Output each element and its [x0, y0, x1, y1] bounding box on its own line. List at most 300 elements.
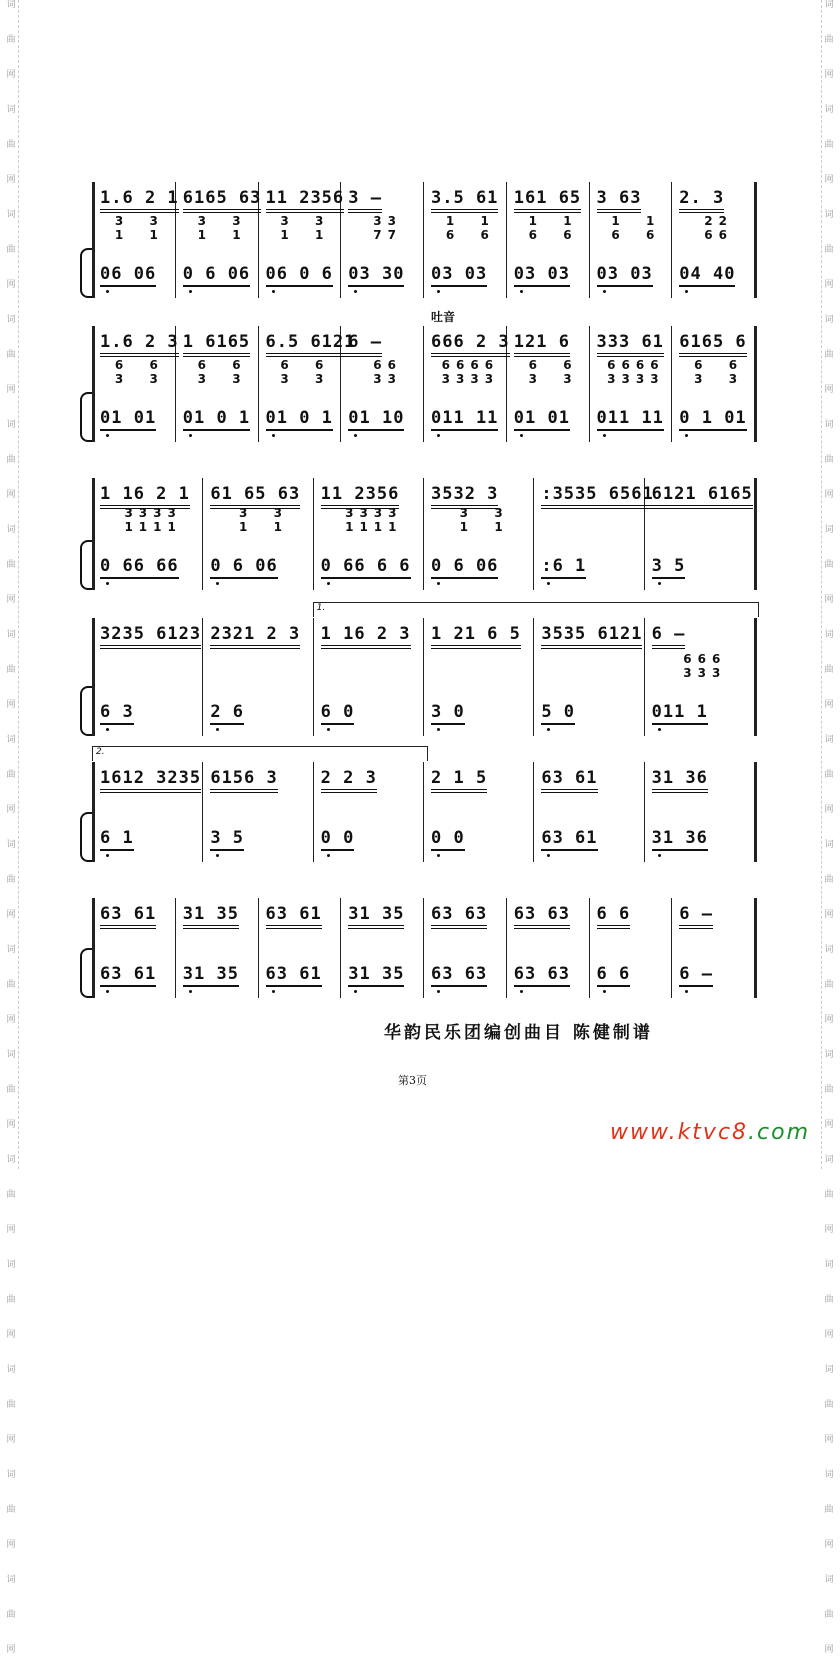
- upper-measure: 63 61: [541, 768, 597, 793]
- barline: [644, 762, 645, 862]
- octave-dot: [327, 728, 330, 731]
- lower-measure: 6 0: [321, 702, 355, 725]
- octave-dot: [685, 990, 688, 993]
- watermark-glyph: 词: [6, 315, 16, 325]
- upper-measure: 63 63: [431, 904, 487, 929]
- upper-measure: 1 6165: [183, 332, 250, 357]
- octave-dot: [437, 582, 440, 585]
- site-prefix: www.ktvc8: [610, 1120, 749, 1145]
- barline: [202, 762, 203, 862]
- lower-measure: 03 03: [597, 264, 653, 287]
- barline: [92, 326, 95, 442]
- watermark-glyph: 网: [824, 595, 834, 605]
- watermark-glyph: 词: [6, 210, 16, 220]
- octave-dot: [189, 990, 192, 993]
- chord-stack: 3 3 1 1: [459, 506, 509, 534]
- upper-measure: 2. 3: [679, 188, 724, 213]
- octave-dot: [547, 854, 550, 857]
- chord-stack: 1 1 6 6: [528, 214, 578, 242]
- right-watermark-strip: [821, 0, 836, 1655]
- lower-measure: 06 06: [100, 264, 156, 287]
- watermark-glyph: 词: [824, 1155, 834, 1165]
- watermark-glyph: 曲: [824, 875, 834, 885]
- chord-stack: 3333 1111: [345, 506, 403, 534]
- lower-measure: :6 1: [541, 556, 586, 579]
- octave-dot: [658, 582, 661, 585]
- watermark-glyph: 词: [6, 1365, 16, 1375]
- watermark-glyph: 网: [824, 1225, 834, 1235]
- watermark-glyph: 曲: [824, 980, 834, 990]
- watermark-glyph: 曲: [6, 1610, 16, 1620]
- barline: [258, 898, 259, 998]
- left-watermark-strip: [4, 0, 19, 1655]
- watermark-glyph: 词: [824, 735, 834, 745]
- watermark-glyph: 曲: [6, 560, 16, 570]
- watermark-glyph: 网: [824, 910, 834, 920]
- octave-dot: [437, 728, 440, 731]
- barline: [533, 478, 534, 590]
- watermark-glyph: 网: [824, 1645, 834, 1655]
- watermark-glyph: 网: [6, 1435, 16, 1445]
- barline: [423, 898, 424, 998]
- octave-dot: [354, 990, 357, 993]
- lower-measure: 63 61: [266, 964, 322, 987]
- chord-stack: 1 1 6 6: [611, 214, 661, 242]
- chord-stack: 6666 3333: [441, 358, 500, 386]
- upper-measure: 121 6: [514, 332, 570, 357]
- system-brace: [80, 540, 92, 590]
- upper-measure: 1 21 6 5: [431, 624, 521, 649]
- watermark-glyph: 网: [824, 700, 834, 710]
- octave-dot: [437, 990, 440, 993]
- volta-bracket: 2.: [92, 746, 428, 761]
- score-system: [92, 310, 754, 442]
- barline: [313, 762, 314, 862]
- barline: [202, 618, 203, 736]
- system-brace: [80, 392, 92, 442]
- barline: [533, 618, 534, 736]
- upper-measure: 2 2 3: [321, 768, 377, 793]
- barline: [754, 618, 757, 736]
- chord-stack: 6 6 3 3: [114, 358, 164, 386]
- octave-dot: [327, 582, 330, 585]
- score-system: [92, 182, 754, 298]
- lower-measure: 0 6 06: [183, 264, 250, 287]
- octave-dot: [272, 434, 275, 437]
- upper-measure: 666 2 3: [431, 332, 510, 357]
- watermark-glyph: 词: [824, 1470, 834, 1480]
- watermark-glyph: 曲: [6, 1085, 16, 1095]
- barline: [92, 898, 95, 998]
- watermark-glyph: 网: [6, 910, 16, 920]
- barline: [175, 898, 176, 998]
- lower-measure: 0 66 66: [100, 556, 179, 579]
- watermark-glyph: 曲: [824, 1190, 834, 1200]
- barline: [340, 898, 341, 998]
- watermark-glyph: 曲: [6, 980, 16, 990]
- octave-dot: [658, 728, 661, 731]
- octave-dot: [658, 854, 661, 857]
- watermark-glyph: 词: [824, 525, 834, 535]
- watermark-glyph: 曲: [6, 665, 16, 675]
- watermark-glyph: 词: [824, 420, 834, 430]
- upper-measure: 1 16 2 1: [100, 484, 190, 509]
- chord-stack: 6 6 3 3: [694, 358, 744, 386]
- watermark-glyph: 词: [6, 1050, 16, 1060]
- lower-measure: 3 0: [431, 702, 465, 725]
- octave-dot: [437, 854, 440, 857]
- watermark-glyph: 词: [824, 0, 834, 10]
- watermark-glyph: 曲: [6, 140, 16, 150]
- chord-stack: 3 3 1 1: [280, 214, 330, 242]
- lower-measure: 6 –: [679, 964, 713, 987]
- upper-measure: 63 61: [100, 904, 156, 929]
- credit-line: 华韵民乐团编创曲目 陈健制谱: [384, 1023, 653, 1043]
- barline: [423, 618, 424, 736]
- octave-dot: [354, 290, 357, 293]
- watermark-glyph: 曲: [824, 140, 834, 150]
- watermark-glyph: 网: [6, 1645, 16, 1655]
- chord-stack: 1 1 6 6: [445, 214, 495, 242]
- chord-stack: 3 3 1 1: [238, 506, 289, 534]
- lower-measure: 0 0: [431, 828, 465, 851]
- barline: [313, 618, 314, 736]
- watermark-glyph: 网: [824, 175, 834, 185]
- upper-measure: 6165 63: [183, 188, 262, 213]
- watermark-glyph: 网: [824, 385, 834, 395]
- watermark-glyph: 词: [6, 1575, 16, 1585]
- upper-measure: 1.6 2 1: [100, 188, 179, 213]
- octave-dot: [520, 990, 523, 993]
- octave-dot: [106, 434, 109, 437]
- watermark-glyph: 网: [6, 175, 16, 185]
- lower-measure: 011 11: [597, 408, 664, 431]
- watermark-glyph: 词: [6, 1260, 16, 1270]
- lower-measure: 0 6 06: [431, 556, 498, 579]
- watermark-glyph: 网: [824, 1540, 834, 1550]
- upper-measure: 3535 6121: [541, 624, 642, 649]
- watermark-glyph: 曲: [824, 560, 834, 570]
- upper-measure: 1 16 2 3: [321, 624, 411, 649]
- watermark-glyph: 词: [824, 210, 834, 220]
- lower-measure: 31 36: [652, 828, 708, 851]
- upper-measure: 6165 6: [679, 332, 746, 357]
- system-brace: [80, 812, 92, 862]
- lower-measure: 3 5: [210, 828, 244, 851]
- upper-measure: 2321 2 3: [210, 624, 300, 649]
- watermark-glyph: 曲: [6, 455, 16, 465]
- upper-measure: 2 1 5: [431, 768, 487, 793]
- score-system: [92, 747, 754, 862]
- barline: [423, 182, 424, 298]
- barline: [671, 182, 672, 298]
- watermark-glyph: 网: [6, 1540, 16, 1550]
- lower-measure: 01 10: [348, 408, 404, 431]
- barline: [423, 326, 424, 442]
- chord-stack: 6 6 3 3: [197, 358, 247, 386]
- watermark-glyph: 曲: [6, 350, 16, 360]
- lower-measure: 31 35: [183, 964, 239, 987]
- watermark-glyph: 曲: [824, 35, 834, 45]
- score-system: [92, 478, 754, 590]
- octave-dot: [106, 990, 109, 993]
- octave-dot: [437, 434, 440, 437]
- technique-annotation: 吐音: [431, 310, 456, 324]
- upper-measure: 63 63: [514, 904, 570, 929]
- chord-stack: 22 66: [704, 214, 733, 242]
- upper-measure: 333 61: [597, 332, 664, 357]
- score-system: [92, 898, 754, 998]
- barline: [202, 478, 203, 590]
- barline: [754, 898, 757, 998]
- chord-stack: 33 77: [373, 214, 402, 242]
- watermark-glyph: 词: [6, 0, 16, 10]
- watermark-glyph: 曲: [824, 350, 834, 360]
- watermark-glyph: 词: [824, 105, 834, 115]
- chord-stack: 6 6 3 3: [528, 358, 578, 386]
- watermark-glyph: 词: [6, 945, 16, 955]
- upper-measure: 11 2356: [266, 188, 345, 213]
- barline: [423, 478, 424, 590]
- octave-dot: [354, 434, 357, 437]
- watermark-glyph: 曲: [824, 455, 834, 465]
- barline: [589, 898, 590, 998]
- upper-measure: 6121 6165: [652, 484, 753, 509]
- watermark-glyph: 网: [824, 1015, 834, 1025]
- watermark-glyph: 曲: [824, 1295, 834, 1305]
- system-brace: [80, 686, 92, 736]
- upper-measure: 3 –: [348, 188, 382, 213]
- watermark-glyph: 网: [6, 1330, 16, 1340]
- octave-dot: [106, 582, 109, 585]
- score-system: [92, 603, 754, 736]
- site-watermark: [610, 1120, 810, 1145]
- watermark-glyph: 曲: [6, 875, 16, 885]
- upper-measure: 6.5 6121: [266, 332, 356, 357]
- octave-dot: [216, 728, 219, 731]
- lower-measure: 011 11: [431, 408, 498, 431]
- watermark-glyph: 网: [824, 1435, 834, 1445]
- octave-dot: [547, 582, 550, 585]
- watermark-glyph: 网: [824, 1330, 834, 1340]
- lower-measure: 31 35: [348, 964, 404, 987]
- upper-measure: 31 35: [183, 904, 239, 929]
- upper-measure: 3235 6123: [100, 624, 201, 649]
- watermark-glyph: 词: [6, 735, 16, 745]
- watermark-glyph: 网: [6, 490, 16, 500]
- watermark-glyph: 曲: [824, 1610, 834, 1620]
- watermark-glyph: 网: [824, 280, 834, 290]
- upper-measure: 3 63: [597, 188, 642, 213]
- watermark-glyph: 网: [6, 1015, 16, 1025]
- watermark-glyph: 网: [6, 1120, 16, 1130]
- chord-stack: 6 6 3 3: [280, 358, 330, 386]
- octave-dot: [603, 290, 606, 293]
- watermark-glyph: 词: [824, 1260, 834, 1270]
- lower-measure: 6 3: [100, 702, 134, 725]
- octave-dot: [106, 290, 109, 293]
- watermark-glyph: 词: [824, 1575, 834, 1585]
- watermark-glyph: 网: [6, 385, 16, 395]
- system-brace: [80, 248, 92, 298]
- page-number: 第3页: [398, 1074, 427, 1087]
- watermark-glyph: 词: [6, 840, 16, 850]
- upper-measure: 1612 3235: [100, 768, 201, 793]
- upper-measure: 31 36: [652, 768, 708, 793]
- watermark-glyph: 网: [6, 1225, 16, 1235]
- chord-stack: 6666 3333: [607, 358, 665, 386]
- barline: [589, 182, 590, 298]
- lower-measure: 63 61: [541, 828, 597, 851]
- upper-measure: 3532 3: [431, 484, 498, 509]
- watermark-glyph: 曲: [6, 770, 16, 780]
- octave-dot: [685, 290, 688, 293]
- lower-measure: 01 0 1: [183, 408, 250, 431]
- lower-measure: 2 6: [210, 702, 244, 725]
- barline: [754, 182, 757, 298]
- octave-dot: [547, 728, 550, 731]
- lower-measure: 0 66 6 6: [321, 556, 411, 579]
- watermark-glyph: 曲: [824, 1400, 834, 1410]
- watermark-glyph: 词: [824, 630, 834, 640]
- upper-measure: 1.6 2 3: [100, 332, 179, 357]
- watermark-glyph: 曲: [824, 245, 834, 255]
- watermark-glyph: 词: [6, 1155, 16, 1165]
- upper-measure: 6 –: [679, 904, 713, 929]
- octave-dot: [189, 290, 192, 293]
- barline: [92, 182, 95, 298]
- lower-measure: 03 30: [348, 264, 404, 287]
- octave-dot: [603, 990, 606, 993]
- watermark-glyph: 网: [824, 805, 834, 815]
- barline: [754, 762, 757, 862]
- upper-measure: 161 65: [514, 188, 581, 213]
- watermark-glyph: 词: [6, 105, 16, 115]
- lower-measure: 3 5: [652, 556, 686, 579]
- watermark-glyph: 网: [824, 490, 834, 500]
- upper-measure: 31 35: [348, 904, 404, 929]
- lower-measure: 63 63: [514, 964, 570, 987]
- watermark-glyph: 曲: [824, 770, 834, 780]
- watermark-glyph: 词: [824, 840, 834, 850]
- barline: [754, 478, 757, 590]
- barline: [644, 618, 645, 736]
- upper-measure: 6 –: [652, 624, 686, 649]
- watermark-glyph: 网: [6, 700, 16, 710]
- upper-measure: 63 61: [266, 904, 322, 929]
- lower-measure: 6 6: [597, 964, 631, 987]
- lower-measure: 6 1: [100, 828, 134, 851]
- lower-measure: 03 03: [431, 264, 487, 287]
- octave-dot: [189, 434, 192, 437]
- chord-stack: 3 3 1 1: [114, 214, 164, 242]
- barline: [258, 326, 259, 442]
- lower-measure: 0 1 01: [679, 408, 746, 431]
- lower-measure: 5 0: [541, 702, 575, 725]
- barline: [92, 762, 95, 862]
- lower-measure: 01 01: [100, 408, 156, 431]
- watermark-glyph: 词: [6, 1470, 16, 1480]
- barline: [671, 326, 672, 442]
- watermark-glyph: 词: [824, 1365, 834, 1375]
- watermark-glyph: 曲: [824, 1505, 834, 1515]
- watermark-glyph: 词: [824, 945, 834, 955]
- octave-dot: [603, 434, 606, 437]
- watermark-glyph: 网: [6, 595, 16, 605]
- barline: [423, 762, 424, 862]
- watermark-glyph: 曲: [6, 35, 16, 45]
- barline: [533, 762, 534, 862]
- upper-measure: 6 –: [348, 332, 382, 357]
- barline: [313, 478, 314, 590]
- octave-dot: [106, 728, 109, 731]
- barline: [506, 898, 507, 998]
- watermark-glyph: 曲: [824, 665, 834, 675]
- lower-measure: 03 03: [514, 264, 570, 287]
- octave-dot: [216, 582, 219, 585]
- upper-measure: 61 65 63: [210, 484, 300, 509]
- octave-dot: [106, 854, 109, 857]
- watermark-glyph: 词: [6, 525, 16, 535]
- watermark-glyph: 词: [6, 630, 16, 640]
- octave-dot: [327, 854, 330, 857]
- volta-bracket: 1.: [313, 602, 759, 617]
- watermark-glyph: 曲: [6, 245, 16, 255]
- watermark-glyph: 网: [824, 1120, 834, 1130]
- watermark-glyph: 网: [6, 805, 16, 815]
- lower-measure: 63 61: [100, 964, 156, 987]
- chord-stack: 666 333: [683, 652, 727, 680]
- barline: [92, 478, 95, 590]
- lower-measure: 63 63: [431, 964, 487, 987]
- watermark-glyph: 词: [824, 315, 834, 325]
- lower-measure: 04 40: [679, 264, 735, 287]
- octave-dot: [216, 854, 219, 857]
- octave-dot: [272, 990, 275, 993]
- lower-measure: 06 0 6: [266, 264, 333, 287]
- chord-stack: 3 3 1 1: [197, 214, 247, 242]
- watermark-glyph: 曲: [6, 1190, 16, 1200]
- upper-measure: :3535 6561: [541, 484, 653, 509]
- octave-dot: [272, 290, 275, 293]
- octave-dot: [520, 290, 523, 293]
- lower-measure: 0 0: [321, 828, 355, 851]
- chord-stack: 66 33: [373, 358, 402, 386]
- chord-stack: 3333 1111: [124, 506, 182, 534]
- upper-measure: 3.5 61: [431, 188, 498, 213]
- watermark-glyph: 曲: [6, 1505, 16, 1515]
- barline: [754, 326, 757, 442]
- upper-measure: 6 6: [597, 904, 631, 929]
- system-brace: [80, 948, 92, 998]
- site-suffix: .com: [748, 1120, 811, 1145]
- barline: [506, 182, 507, 298]
- watermark-glyph: 曲: [6, 1295, 16, 1305]
- watermark-glyph: 网: [824, 70, 834, 80]
- upper-measure: 11 2356: [321, 484, 400, 509]
- watermark-glyph: 网: [6, 70, 16, 80]
- barline: [671, 898, 672, 998]
- octave-dot: [520, 434, 523, 437]
- lower-measure: 011 1: [652, 702, 708, 725]
- lower-measure: 01 01: [514, 408, 570, 431]
- lower-measure: 01 0 1: [266, 408, 333, 431]
- watermark-glyph: 曲: [6, 1400, 16, 1410]
- watermark-glyph: 词: [6, 420, 16, 430]
- upper-measure: 6156 3: [210, 768, 277, 793]
- watermark-glyph: 词: [824, 1050, 834, 1060]
- barline: [589, 326, 590, 442]
